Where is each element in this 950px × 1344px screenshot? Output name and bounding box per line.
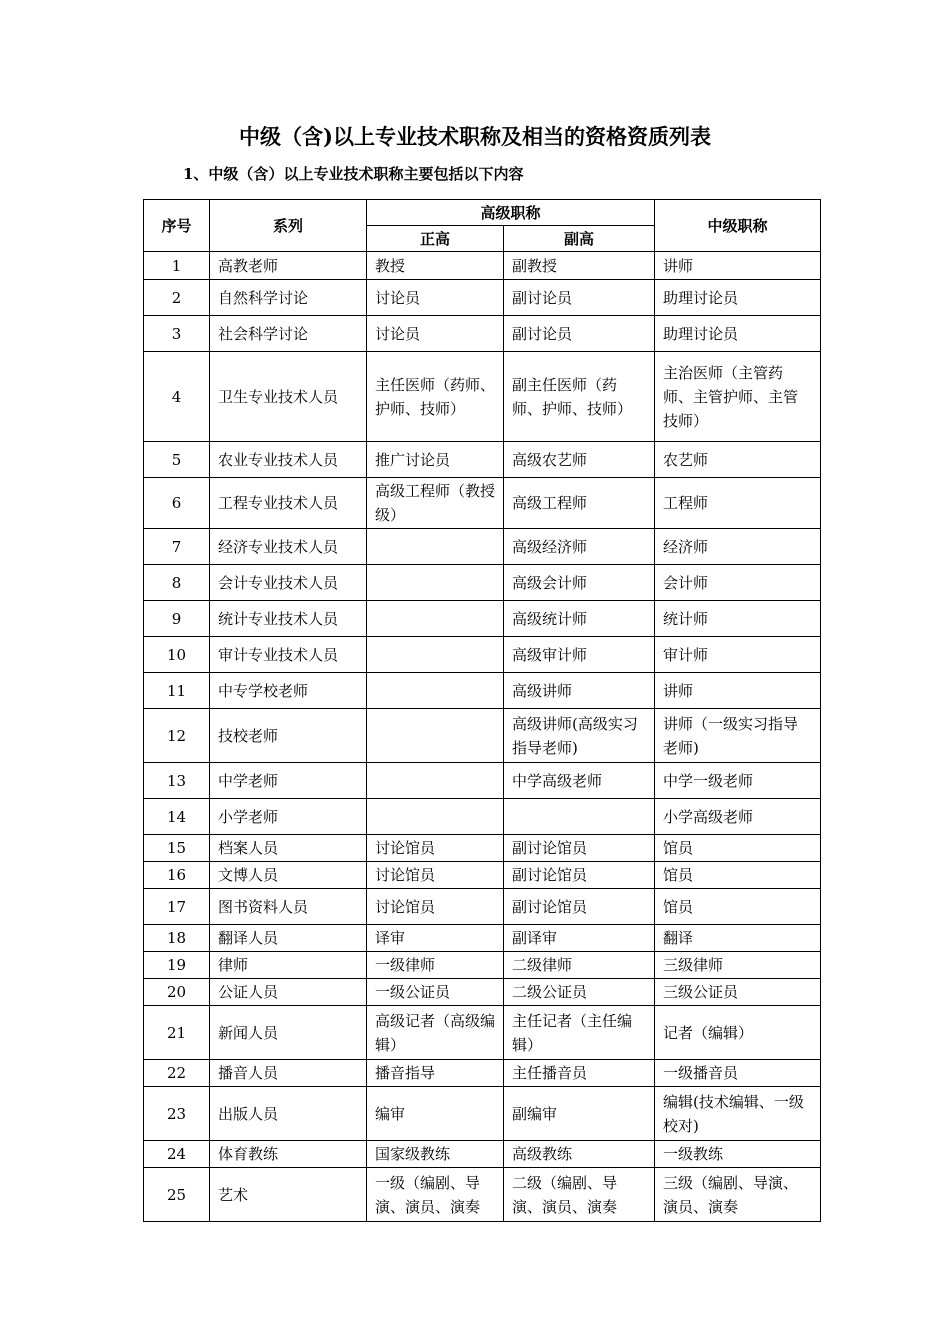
row-deputy-senior: 二级公证员 <box>504 979 655 1006</box>
row-series: 高教老师 <box>210 252 367 280</box>
row-full-senior: 讨论员 <box>367 280 504 316</box>
header-deputy-senior: 副高 <box>504 226 655 252</box>
table-row <box>144 1087 821 1141</box>
row-deputy-senior: 高级工程师 <box>504 478 655 529</box>
row-full-senior: 主任医师（药师、护师、技师） <box>367 352 504 442</box>
row-full-senior <box>367 529 504 565</box>
row-deputy-senior: 高级会计师 <box>504 565 655 601</box>
row-index: 1 <box>144 252 210 280</box>
row-deputy-senior: 高级教练 <box>504 1141 655 1168</box>
row-intermediate: 工程师 <box>655 478 821 529</box>
row-index: 15 <box>144 835 210 862</box>
row-index: 11 <box>144 673 210 709</box>
header-full-senior: 正高 <box>367 226 504 252</box>
row-series: 技校老师 <box>210 709 367 763</box>
row-full-senior: 高级工程师（教授级） <box>367 478 504 529</box>
row-intermediate: 翻译 <box>655 925 821 952</box>
table-row <box>144 601 821 637</box>
table-row <box>144 979 821 1006</box>
row-series: 工程专业技术人员 <box>210 478 367 529</box>
row-index: 2 <box>144 280 210 316</box>
table-row <box>144 799 821 835</box>
table-row <box>144 565 821 601</box>
table-row <box>144 352 821 442</box>
row-index: 16 <box>144 862 210 889</box>
table-row <box>144 1168 821 1222</box>
row-index: 22 <box>144 1060 210 1087</box>
table-row <box>144 280 821 316</box>
row-deputy-senior: 高级讲师 <box>504 673 655 709</box>
row-series: 社会科学讨论 <box>210 316 367 352</box>
row-intermediate: 农艺师 <box>655 442 821 478</box>
row-intermediate: 记者（编辑） <box>655 1006 821 1060</box>
table-row <box>144 252 821 280</box>
row-deputy-senior: 主任播音员 <box>504 1060 655 1087</box>
row-intermediate: 一级播音员 <box>655 1060 821 1087</box>
row-deputy-senior: 副主任医师（药师、护师、技师） <box>504 352 655 442</box>
row-full-senior: 译审 <box>367 925 504 952</box>
row-series: 播音人员 <box>210 1060 367 1087</box>
row-full-senior: 讨论馆员 <box>367 889 504 925</box>
row-deputy-senior: 高级统计师 <box>504 601 655 637</box>
row-index: 17 <box>144 889 210 925</box>
row-full-senior: 讨论馆员 <box>367 862 504 889</box>
table-row <box>144 1060 821 1087</box>
row-series: 翻译人员 <box>210 925 367 952</box>
row-series: 统计专业技术人员 <box>210 601 367 637</box>
row-full-senior: 推广讨论员 <box>367 442 504 478</box>
row-series: 经济专业技术人员 <box>210 529 367 565</box>
row-series: 律师 <box>210 952 367 979</box>
row-index: 10 <box>144 637 210 673</box>
table-row <box>144 442 821 478</box>
row-intermediate: 审计师 <box>655 637 821 673</box>
row-intermediate: 馆员 <box>655 835 821 862</box>
row-deputy-senior: 副讨论馆员 <box>504 862 655 889</box>
row-intermediate: 三级（编剧、导演、演员、演奏 <box>655 1168 821 1222</box>
row-full-senior: 讨论员 <box>367 316 504 352</box>
row-full-senior: 一级（编剧、导演、演员、演奏 <box>367 1168 504 1222</box>
row-series: 图书资料人员 <box>210 889 367 925</box>
row-full-senior: 国家级教练 <box>367 1141 504 1168</box>
row-full-senior <box>367 709 504 763</box>
row-index: 25 <box>144 1168 210 1222</box>
row-full-senior: 教授 <box>367 252 504 280</box>
row-deputy-senior: 副编审 <box>504 1087 655 1141</box>
row-series: 农业专业技术人员 <box>210 442 367 478</box>
row-intermediate: 助理讨论员 <box>655 316 821 352</box>
row-full-senior: 讨论馆员 <box>367 835 504 862</box>
row-full-senior <box>367 763 504 799</box>
page-title: 中级（含)以上专业技术职称及相当的资格资质列表 <box>239 124 711 149</box>
row-deputy-senior: 二级（编剧、导演、演员、演奏 <box>504 1168 655 1222</box>
table-row <box>144 1006 821 1060</box>
row-deputy-senior: 高级审计师 <box>504 637 655 673</box>
row-intermediate: 编辑(技术编辑、一级校对) <box>655 1087 821 1141</box>
header-intermediate: 中级职称 <box>655 200 821 252</box>
row-deputy-senior <box>504 799 655 835</box>
row-index: 9 <box>144 601 210 637</box>
row-intermediate: 主治医师（主管药师、主管护师、主管技师） <box>655 352 821 442</box>
row-deputy-senior: 副讨论员 <box>504 280 655 316</box>
row-full-senior <box>367 673 504 709</box>
row-full-senior: 播音指导 <box>367 1060 504 1087</box>
table-row <box>144 862 821 889</box>
row-intermediate: 讲师 <box>655 673 821 709</box>
row-series: 艺术 <box>210 1168 367 1222</box>
row-index: 20 <box>144 979 210 1006</box>
qualification-table <box>143 199 821 1222</box>
row-deputy-senior: 副讨论馆员 <box>504 835 655 862</box>
row-deputy-senior: 主任记者（主任编辑） <box>504 1006 655 1060</box>
row-intermediate: 统计师 <box>655 601 821 637</box>
row-intermediate: 会计师 <box>655 565 821 601</box>
table-row <box>144 529 821 565</box>
row-series: 公证人员 <box>210 979 367 1006</box>
row-index: 13 <box>144 763 210 799</box>
row-deputy-senior: 中学高级老师 <box>504 763 655 799</box>
row-deputy-senior: 高级讲师(高级实习指导老师) <box>504 709 655 763</box>
table-row <box>144 637 821 673</box>
row-index: 12 <box>144 709 210 763</box>
row-intermediate: 馆员 <box>655 862 821 889</box>
row-full-senior <box>367 565 504 601</box>
row-deputy-senior: 副讨论馆员 <box>504 889 655 925</box>
row-full-senior: 高级记者（高级编辑） <box>367 1006 504 1060</box>
row-index: 4 <box>144 352 210 442</box>
row-index: 14 <box>144 799 210 835</box>
row-index: 7 <box>144 529 210 565</box>
row-intermediate: 小学高级老师 <box>655 799 821 835</box>
row-series: 档案人员 <box>210 835 367 862</box>
row-intermediate: 中学一级老师 <box>655 763 821 799</box>
row-index: 6 <box>144 478 210 529</box>
table-row <box>144 1141 821 1168</box>
row-series: 自然科学讨论 <box>210 280 367 316</box>
row-intermediate: 馆员 <box>655 889 821 925</box>
table-row <box>144 316 821 352</box>
row-series: 会计专业技术人员 <box>210 565 367 601</box>
row-deputy-senior: 高级农艺师 <box>504 442 655 478</box>
row-series: 出版人员 <box>210 1087 367 1141</box>
row-index: 24 <box>144 1141 210 1168</box>
row-index: 19 <box>144 952 210 979</box>
row-intermediate: 三级公证员 <box>655 979 821 1006</box>
row-deputy-senior: 高级经济师 <box>504 529 655 565</box>
row-index: 21 <box>144 1006 210 1060</box>
row-series: 小学老师 <box>210 799 367 835</box>
row-index: 3 <box>144 316 210 352</box>
header-senior: 高级职称 <box>367 200 655 226</box>
row-index: 23 <box>144 1087 210 1141</box>
row-series: 体育教练 <box>210 1141 367 1168</box>
row-intermediate: 一级教练 <box>655 1141 821 1168</box>
row-intermediate: 讲师 <box>655 252 821 280</box>
row-index: 5 <box>144 442 210 478</box>
row-full-senior <box>367 799 504 835</box>
table-row <box>144 478 821 529</box>
row-series: 文博人员 <box>210 862 367 889</box>
header-series: 系列 <box>210 200 367 252</box>
row-full-senior: 编审 <box>367 1087 504 1141</box>
row-full-senior <box>367 601 504 637</box>
section-subtitle: 1、中级（含）以上专业技术职称主要包括以下内容 <box>183 165 524 183</box>
table-row <box>144 952 821 979</box>
row-deputy-senior: 副译审 <box>504 925 655 952</box>
row-series: 中学老师 <box>210 763 367 799</box>
row-intermediate: 讲师（一级实习指导老师) <box>655 709 821 763</box>
row-intermediate: 三级律师 <box>655 952 821 979</box>
row-index: 18 <box>144 925 210 952</box>
row-series: 中专学校老师 <box>210 673 367 709</box>
row-full-senior: 一级公证员 <box>367 979 504 1006</box>
row-intermediate: 助理讨论员 <box>655 280 821 316</box>
table-row <box>144 763 821 799</box>
header-index: 序号 <box>144 200 210 252</box>
row-deputy-senior: 副教授 <box>504 252 655 280</box>
row-intermediate: 经济师 <box>655 529 821 565</box>
row-series: 审计专业技术人员 <box>210 637 367 673</box>
row-deputy-senior: 二级律师 <box>504 952 655 979</box>
row-series: 新闻人员 <box>210 1006 367 1060</box>
table-row <box>144 709 821 763</box>
row-series: 卫生专业技术人员 <box>210 352 367 442</box>
row-deputy-senior: 副讨论员 <box>504 316 655 352</box>
row-index: 8 <box>144 565 210 601</box>
table-row <box>144 835 821 862</box>
table-row <box>144 889 821 925</box>
row-full-senior: 一级律师 <box>367 952 504 979</box>
row-full-senior <box>367 637 504 673</box>
table-row <box>144 673 821 709</box>
table-row <box>144 925 821 952</box>
